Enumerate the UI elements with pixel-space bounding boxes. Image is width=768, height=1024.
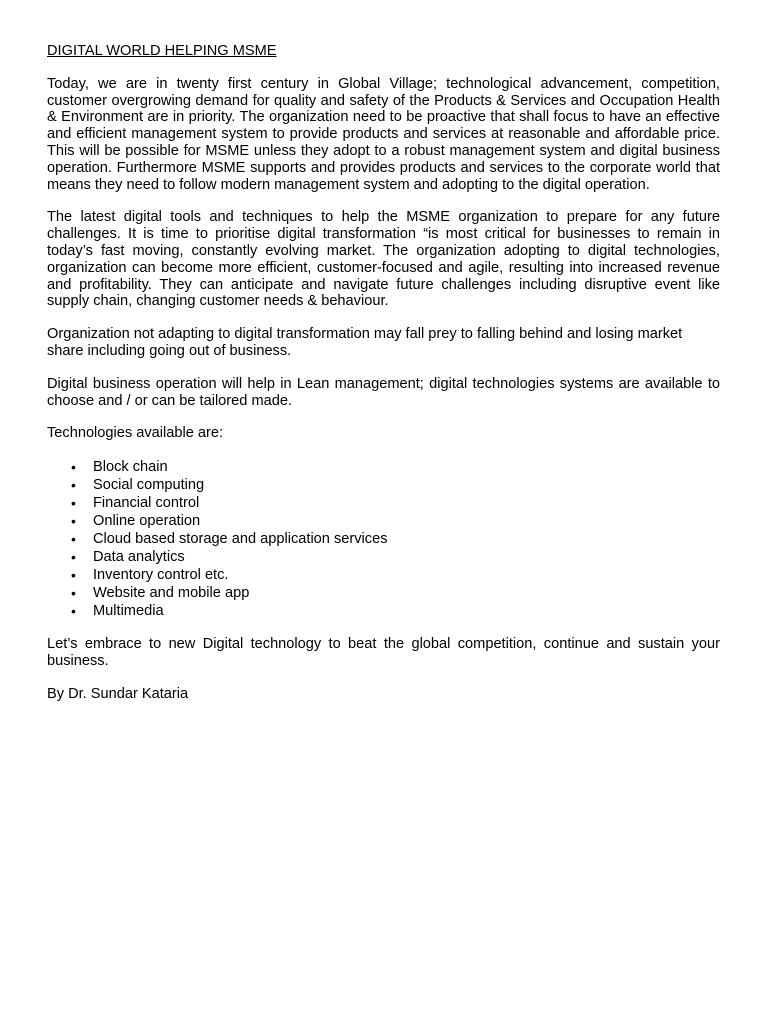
paragraph-intro: Today, we are in twenty first century in Global Village; technological advancement, competition, customer overgrowing demand for quality and safety of the Products & Services and Occupation Health & Environment are in priority. The organization need to be proactive that shall focus to have an effective and efficient management system to provide products and services at reasonable and affordable price. This will be possible for MSME unless they adopt to a robust management system and digital business operation. Furthermore MSME supports and provides products and services to the corporate world that means they need to follow modern management system and adopting to the digital operation. [47, 75, 720, 193]
list-item-label: Inventory control etc. [93, 567, 229, 584]
list-item [47, 584, 720, 602]
list-item [47, 530, 720, 548]
document-title: DIGITAL WORLD HELPING MSME [47, 43, 277, 59]
list-item-label: Social computing [93, 477, 205, 494]
list-item [47, 566, 720, 584]
paragraph-closing: Let’s embrace to new Digital technology to beat the global competition, continue and sustain your business. [47, 636, 720, 669]
bullet-icon: • [71, 513, 76, 530]
list-item [47, 548, 720, 566]
paragraph-risk: Organization not adapting to digital transformation may fall prey to falling behind and losing market share including going out of business. [47, 326, 683, 359]
bullet-icon: • [71, 549, 76, 566]
list-item-label: Online operation [93, 513, 201, 530]
list-item-label: Data analytics [93, 549, 185, 566]
list-item-label: Block chain [93, 459, 168, 476]
technologies-intro: Technologies available are: [47, 425, 224, 442]
bullet-icon: • [71, 495, 76, 512]
bullet-icon: • [71, 531, 76, 548]
bullet-icon: • [71, 603, 76, 620]
bullet-icon: • [71, 567, 76, 584]
bullet-icon: • [71, 585, 76, 602]
list-item [47, 494, 720, 512]
list-item [47, 512, 720, 530]
list-item-label: Website and mobile app [93, 585, 250, 602]
list-item [47, 602, 720, 620]
list-item [47, 458, 720, 476]
author-byline: By Dr. Sundar Kataria [47, 685, 189, 702]
technologies-list [47, 458, 720, 620]
list-item-label: Multimedia [93, 603, 164, 620]
document-page [47, 43, 720, 703]
list-item-label: Financial control [93, 495, 200, 512]
bullet-icon: • [71, 477, 76, 494]
paragraph-digital-tools: The latest digital tools and techniques to help the MSME organization to prepare for any future challenges. It is time to prioritise digital transformation “is most critical for businesses to remain in today’s fast moving, constantly evolving market. The organization adopting to digital technologies, organization can become more efficient, customer-focused and agile, resulting into increased revenue and profitability. They can anticipate and navigate future challenges including disruptive event like supply chain, changing customer needs & behaviour. [47, 209, 720, 310]
bullet-icon: • [71, 459, 76, 476]
list-item [47, 476, 720, 494]
list-item-label: Cloud based storage and application services [93, 531, 388, 548]
paragraph-lean-management: Digital business operation will help in Lean management; digital technologies systems are available to choose and / or can be tailored made. [47, 375, 720, 409]
